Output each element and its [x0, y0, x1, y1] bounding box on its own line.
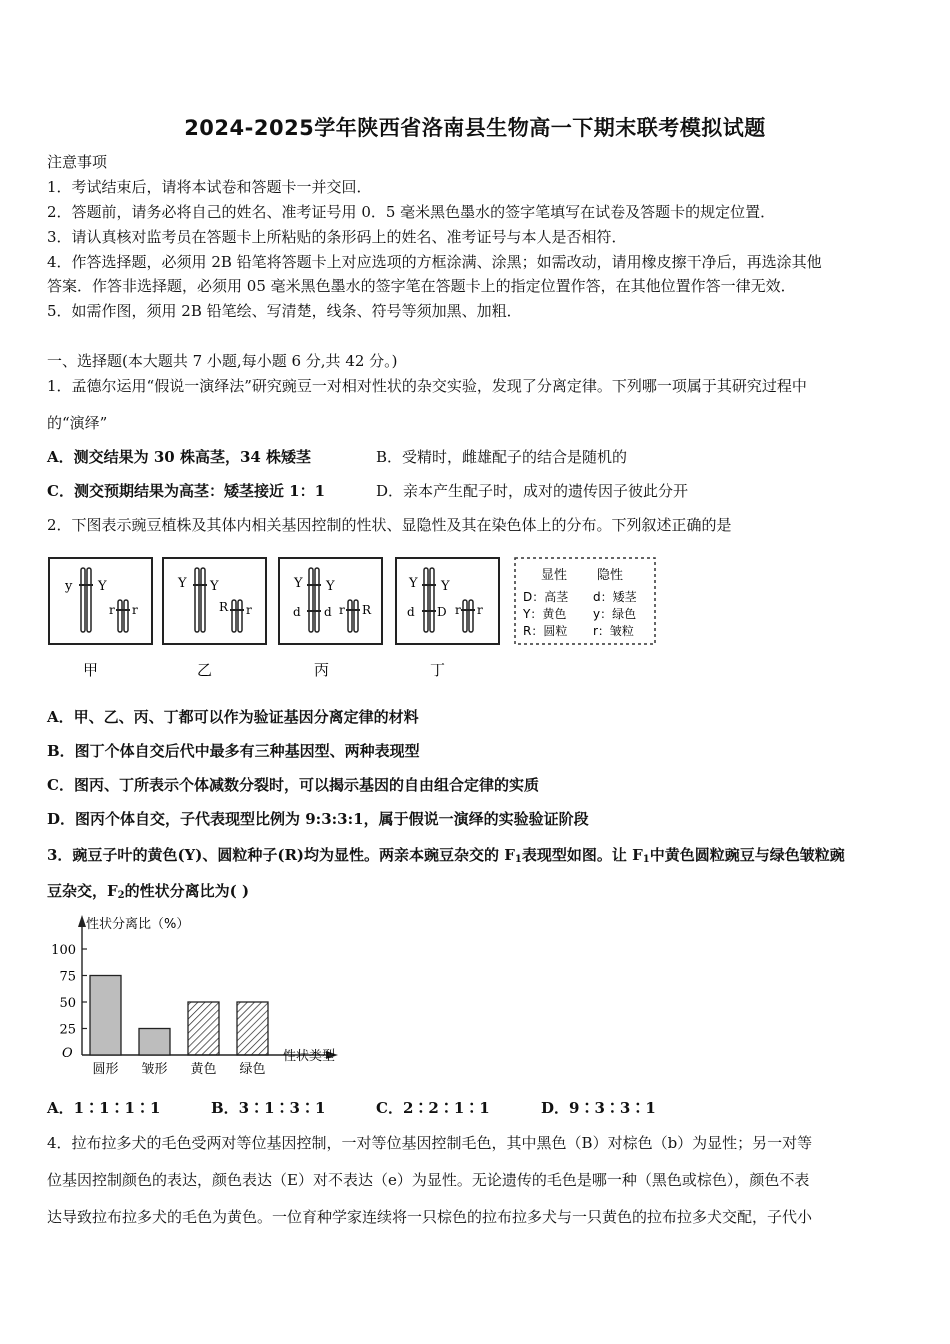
gene-label: d: [293, 605, 301, 619]
legend-entry: r：皱粒: [593, 624, 634, 638]
q3-stem-cont: [47, 881, 249, 906]
trait-legend: [515, 558, 655, 644]
panel-label: 丁: [430, 661, 446, 679]
q3-stem-part: 表现型如图。让 F: [521, 846, 643, 864]
q2-option-a: A．甲、乙、丙、丁都可以作为验证基因分离定律的材料: [47, 708, 419, 726]
section-heading: 一、选择题(本大题共 7 小题,每小题 6 分,共 42 分。): [47, 352, 398, 370]
panel-label: 丙: [314, 661, 330, 679]
q1-stem-cont: 的“演绎”: [47, 414, 108, 432]
q2-option-c: C．图丙、丁所表示个体减数分裂时，可以揭示基因的自由组合定律的实质: [47, 776, 539, 794]
x-axis-label: 性状类型: [283, 1049, 336, 1064]
gene-label: D: [437, 605, 447, 619]
bar-chart: [40, 905, 370, 1075]
x-tick-label: 圆形: [92, 1062, 119, 1075]
notice-item: 3．请认真核对监考员在答题卡上所粘贴的条形码上的姓名、准考证号与本人是否相符．: [47, 228, 627, 246]
legend-entry: R：圆粒: [523, 624, 568, 638]
bar-圆形: [90, 976, 121, 1056]
y-tick-label: 25: [59, 1022, 76, 1038]
gene-label: r: [109, 603, 115, 617]
panel-jia: [49, 558, 152, 679]
gene-label: Y: [178, 576, 187, 591]
q1-option-b: B．受精时，雌雄配子的结合是随机的: [376, 448, 628, 466]
q2-option-b: B．图丁个体自交后代中最多有三种基因型、两种表现型: [47, 742, 420, 760]
q3-option-b: B．3∶1∶3∶1: [211, 1099, 326, 1117]
panel-ding: [396, 558, 499, 679]
q1-stem: 1．孟德尔运用“假说一演绎法”研究豌豆一对相对性状的杂交实验，发现了分离定律。下列哪一项属于其研究过程中: [47, 377, 807, 395]
q3-subscript: 1: [642, 854, 650, 865]
gene-label: R: [362, 603, 372, 617]
legend-entry: D：高茎: [523, 590, 569, 604]
q3-stem-part: 中黄色圆粒豌豆与绿色皱粒豌: [649, 846, 845, 864]
q2-stem: 2．下图表示豌豆植株及其体内相关基因控制的性状、显隐性及其在染色体上的分布。下列叙述正确的是: [47, 516, 732, 534]
q3-option-d: D．9∶3∶3∶1: [541, 1099, 656, 1117]
legend-entry: Y：黄色: [523, 607, 567, 621]
gene-label: Y: [294, 576, 303, 591]
q2-option-d: D．图丙个体自交，子代表现型比例为 9:3:3:1，属于假说一演绎的实验验证阶段: [47, 810, 589, 828]
gene-label: Y: [326, 579, 335, 594]
panel-yi: [163, 558, 266, 679]
notice-item: 2．答题前，请务必将自己的姓名、准考证号用 0．5 毫米黑色墨水的签字笔填写在试卷及答题卡的规定位置．: [47, 203, 776, 221]
legend-header: 显性: [541, 568, 568, 583]
gene-label: d: [407, 605, 415, 619]
legend-entry: y：绿色: [593, 607, 637, 621]
gene-label: r: [477, 603, 483, 617]
panel-bing: [279, 558, 382, 679]
q4-stem-line: 达导致拉布拉多犬的毛色为黄色。一位育种学家连续将一只棕色的拉布拉多犬与一只黄色的拉布拉多犬交配，子代小: [47, 1208, 813, 1226]
y-tick-label: 75: [59, 969, 76, 985]
notice-item: 4．作答选择题，必须用 2B 铅笔将答题卡上对应选项的方框涂满、涂黑；如需改动，请用橡皮擦干净后，再选涂其他: [47, 253, 822, 271]
y-tick-label: 100: [51, 943, 76, 958]
gene-label: Y: [409, 576, 418, 591]
gene-label: Y: [441, 579, 450, 594]
y-axis-arrow: [78, 915, 86, 927]
x-tick-label: 皱形: [141, 1062, 168, 1075]
bar-黄色: [188, 1002, 219, 1055]
x-tick-label: 绿色: [239, 1062, 266, 1075]
notice-item: 1．考试结束后，请将本试卷和答题卡一并交回．: [47, 178, 372, 196]
panel-label: 乙: [197, 661, 213, 679]
q4-stem-line: 4．拉布拉多犬的毛色受两对等位基因控制，一对等位基因控制毛色，其中黑色（B）对棕色（b）为显性；另一对等: [47, 1134, 813, 1152]
q1-option-c: C．测交预期结果为高茎：矮茎接近 1：1: [47, 482, 326, 500]
q3-stem-part: 3．豌豆子叶的黄色(Y)、圆粒种子(R)均为显性。两亲本豌豆杂交的 F: [47, 846, 515, 864]
legend-header: 隐性: [597, 568, 624, 583]
gene-label: d: [324, 605, 332, 619]
q3-stem: [47, 845, 845, 870]
q3-subscript: 2: [117, 890, 125, 901]
q1-option-d: D．亲本产生配子时，成对的遗传因子彼此分开: [376, 482, 689, 500]
gene-label: Y: [98, 579, 107, 594]
q3-option-c: C．2∶2∶1∶1: [376, 1099, 490, 1117]
gene-label: r: [132, 603, 138, 617]
q3-subscript: 1: [514, 854, 522, 865]
bar-绿色: [237, 1002, 268, 1055]
q1-option-a: A．测交结果为 30 株高茎，34 株矮茎: [47, 448, 312, 466]
gene-label: y: [65, 579, 73, 594]
gene-label: r: [455, 603, 461, 617]
notice-item: 5．如需作图，须用 2B 铅笔绘、写清楚，线条、符号等须加黑、加粗．: [47, 302, 522, 320]
page-title: 2024-2025学年陕西省洛南县生物高一下期末联考模拟试题: [184, 116, 766, 140]
q3-stem-part: 的性状分离比为( ): [124, 882, 250, 900]
gene-label: r: [246, 603, 252, 617]
notice-heading: 注意事项: [47, 153, 108, 171]
legend-entry: d：矮茎: [593, 590, 637, 604]
gene-figure: [47, 555, 662, 685]
panel-label: 甲: [83, 661, 99, 679]
q3-option-a: A．1∶1∶1∶1: [47, 1099, 161, 1117]
gene-label: R: [219, 600, 229, 614]
q4-stem-line: 位基因控制颜色的表达，颜色表达（E）对不表达（e）为显性。无论遗传的毛色是哪一种（黑色或棕色），颜色不表: [47, 1171, 810, 1189]
chart-title: 性状分离比（%）: [86, 917, 190, 932]
gene-label: Y: [210, 579, 219, 594]
notice-item: 答案．作答非选择题，必须用 05 毫米黑色墨水的签字笔在答题卡上的指定位置作答，在其他位置作答一律无效．: [47, 277, 796, 295]
origin-label: O: [62, 1046, 73, 1061]
gene-label: r: [339, 603, 345, 617]
q3-stem-part: 豆杂交，F: [47, 882, 118, 900]
bar-皱形: [139, 1029, 170, 1056]
x-tick-label: 黄色: [190, 1062, 217, 1075]
y-tick-label: 50: [59, 996, 76, 1011]
